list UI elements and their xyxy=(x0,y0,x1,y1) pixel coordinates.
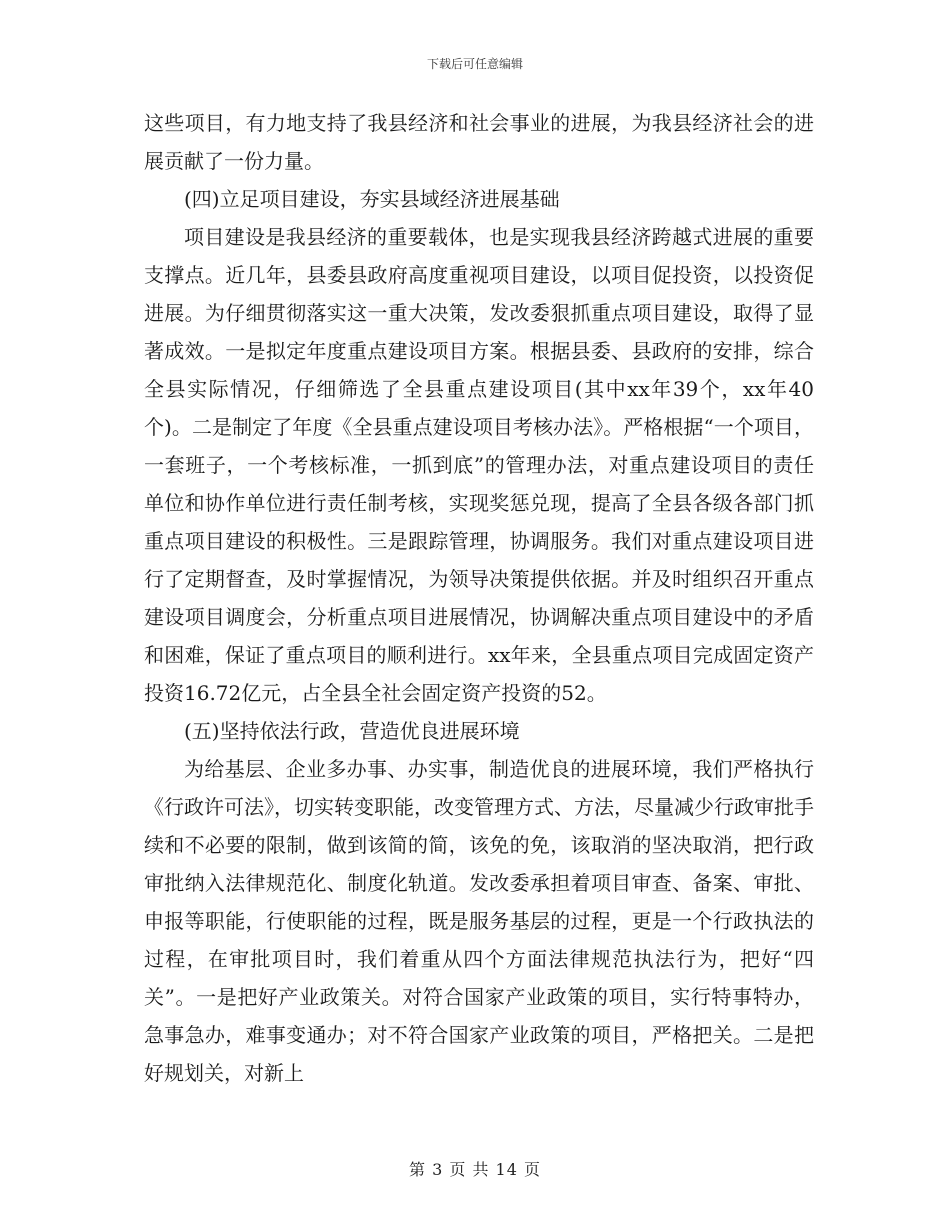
paragraph-law-administration: 为给基层、企业多办事、办实事，制造优良的进展环境，我们严格执行《行政许可法》，切实转变职能，改变管理方式、方法，尽量减少行政审批手续和不必要的限制，做到该简的简，该免的免，该取消的坚决取消，把行政审批纳入法律规范化、制度化轨道。发改委承担着项目审查、备案、审批、申报等职能，行使职能的过程，既是服务基层的过程，更是一个行政执法的过程，在审批项目时，我们着重从四个方面法律规范执法行为，把好“四关”。一是把好产业政策关。对符合国家产业政策的项目，实行特事特办，急事急办，难事变通办；对不符合国家产业政策的项目，严格把关。二是把好规划关，对新上 xyxy=(144,757,814,1085)
page-footer: 第 3 页 共 14 页 xyxy=(409,1160,541,1179)
paragraph-project-construction: 项目建设是我县经济的重要载体，也是实现我县经济跨越式进展的重要支撑点。近几年，县委县政府高度重视项目建设，以项目促投资，以投资促进展。为仔细贯彻落实这一重大决策，发改委狠抓重点项目建设，取得了显著成效。一是拟定年度重点建设项目方案。根据县委、县政府的安排，综合全县实际情况，仔细筛选了全县重点建设项目(其中xx年39个，xx年40个)。二是制定了年度《全县重点建设项目考核办法》。严格根据“一个项目，一套班子，一个考核标准，一抓到底”的管理办法，对重点建设项目的责任单位和协作单位进行责任制考核，实现奖惩兑现，提高了全县各级各部门抓重点项目建设的积极性。三是跟踪管理，协调服务。我们对重点建设项目进行了定期督查，及时掌握情况，为领导决策提供依据。并及时组织召开重点建设项目调度会，分析重点项目进展情况，协调解决重点项目建设中的矛盾和困难，保证了重点项目的顺利进行。xx年来，全县重点项目完成固定资产投资16.72亿元，占全县全社会固定资产投资的52。 xyxy=(144,225,814,705)
section-heading-4: (四)立足项目建设，夯实县域经济进展基础 xyxy=(184,187,560,211)
section-heading-5: (五)坚持依法行政，营造优良进展环境 xyxy=(184,719,520,743)
paragraph-1: 这些项目，有力地支持了我县经济和社会事业的进展，为我县经济社会的进展贡献了一份力量。 xyxy=(144,111,814,173)
page-header: 下载后可任意编辑 xyxy=(426,57,523,71)
document-body xyxy=(144,104,814,1092)
